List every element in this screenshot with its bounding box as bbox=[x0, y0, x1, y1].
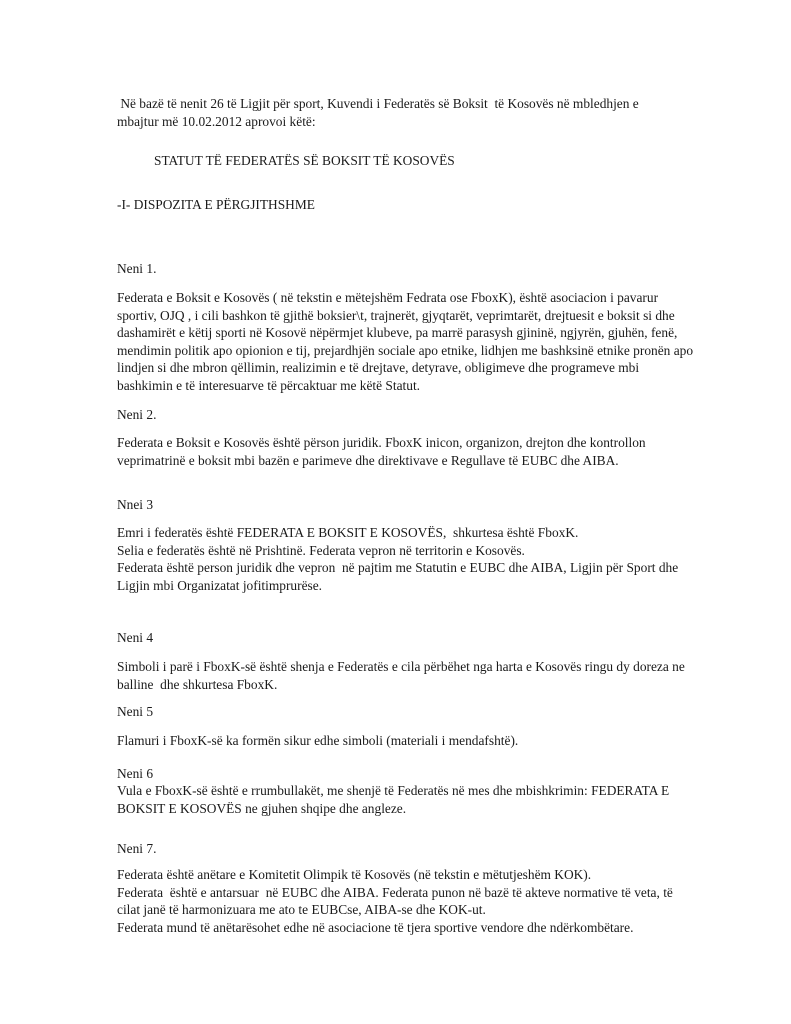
article-5-line: Flamuri i FboxK-së ka formën sikur edhe simboli (materiali i mendafshtë). bbox=[117, 733, 519, 748]
article-7-line: Federata është e antarsuar në EUBC dhe AIBA. Federata punon në bazë të akteve normative të veta, të bbox=[117, 884, 673, 900]
article-2-heading: Neni 2. bbox=[117, 407, 157, 422]
article-3-heading: Nnei 3 bbox=[117, 497, 154, 512]
article-6-line: BOKSIT E KOSOVËS ne gjuhen shqipe dhe angleze. bbox=[117, 800, 407, 816]
article-7-line: Federata mund të anëtarësohet edhe në asociacione të tjera sportive vendore dhe ndërkombëtare. bbox=[117, 919, 634, 935]
intro-paragraph bbox=[117, 95, 677, 130]
intro-line: Në bazë të nenit 26 të Ligjit për sport, Kuvendi i Federatës së Boksit të Kosovës në mbledhjen e bbox=[117, 96, 639, 111]
article-1-body bbox=[117, 289, 694, 394]
article-6-line: Vula e FboxK-së është e rrumbullakët, me shenjë të Federatës në mes dhe mbishkrimin: FEDERATA E bbox=[117, 783, 670, 798]
article-3-line: Federata është person juridik dhe vepron në pajtim me Statutin e EUBC dhe AIBA, Ligjin për Sport dhe bbox=[117, 560, 679, 575]
article-6-body bbox=[117, 782, 677, 817]
article-6-heading: Neni 6 bbox=[117, 766, 154, 781]
article-7-body bbox=[117, 866, 677, 936]
article-1-line: bashkimin e të interesuarve të përcaktuar me këtë Statut. bbox=[117, 377, 421, 393]
article-2-body bbox=[117, 434, 677, 469]
article-7-line: cilat janë të harmonizuara me ato te EUBCse, AIBA-se dhe KOK-ut. bbox=[117, 902, 486, 917]
article-1-line: sportiv, OJQ , i cili bashkon të gjithë boksier\t, trajnerët, gjyqtarët, veprimtarët, drejtuesit e boksit si dhe bbox=[117, 307, 675, 323]
article-2-line: veprimatrinë e boksit mbi bazën e parimeve dhe direktivave e Regullave të EUBC dhe AIBA. bbox=[117, 452, 619, 468]
article-2-line: Federata e Boksit e Kosovës është përson juridik. FboxK inicon, organizon, drejton dhe kontrollon bbox=[117, 435, 646, 450]
article-3-body bbox=[117, 524, 677, 594]
article-1-line: dashamirët e këtij sporti në Kosovë nëpërmjet klubeve, pa marrë parasysh gjininë, ngjyrën, gjuhën, fenë, bbox=[117, 325, 678, 340]
article-4-line: balline dhe shkurtesa FboxK. bbox=[117, 676, 278, 692]
article-4-body bbox=[117, 658, 685, 693]
article-1-heading: Neni 1. bbox=[117, 261, 157, 276]
article-1-line: lindjen si dhe mbron qëllimin, realizimin e të drejtave, detyrave, obligimeve dhe programeve mbi bbox=[117, 360, 640, 375]
article-1-line: Federata e Boksit e Kosovës ( në tekstin e mëtejshëm Fedrata ose FboxK), është asociacion i pavarur bbox=[117, 290, 659, 305]
article-1-line: mendimin politik apo opionion e tij, prejardhjën sociale apo etnike, lidhjen me bashksinë etnike pronën apo bbox=[117, 342, 694, 358]
article-3-line: Emri i federatës është FEDERATA E BOKSIT E KOSOVËS, shkurtesa është FboxK. bbox=[117, 525, 579, 540]
statute-title: STATUT TË FEDERATËS SË BOKSIT TË KOSOVËS bbox=[154, 153, 455, 168]
intro-line: mbajtur më 10.02.2012 aprovoi këtë: bbox=[117, 113, 316, 129]
article-3-line: Ligjin mbi Organizatat jofitimprurëse. bbox=[117, 577, 323, 593]
article-4-heading: Neni 4 bbox=[117, 630, 154, 645]
article-4-line: Simboli i parë i FboxK-së është shenja e Federatës e cila përbëhet nga harta e Kosovës ringu dy doreza ne bbox=[117, 659, 685, 674]
article-7-line: Federata është anëtare e Komitetit Olimpik të Kosovës (në tekstin e mëtutjeshëm KOK). bbox=[117, 867, 592, 882]
article-3-line: Selia e federatës është në Prishtinë. Federata vepron në territorin e Kosovës. bbox=[117, 542, 525, 558]
article-5-body bbox=[117, 732, 677, 750]
article-5-heading: Neni 5 bbox=[117, 704, 154, 719]
article-7-heading: Neni 7. bbox=[117, 841, 157, 856]
chapter-title: -I- DISPOZITA E PËRGJITHSHME bbox=[117, 197, 315, 212]
